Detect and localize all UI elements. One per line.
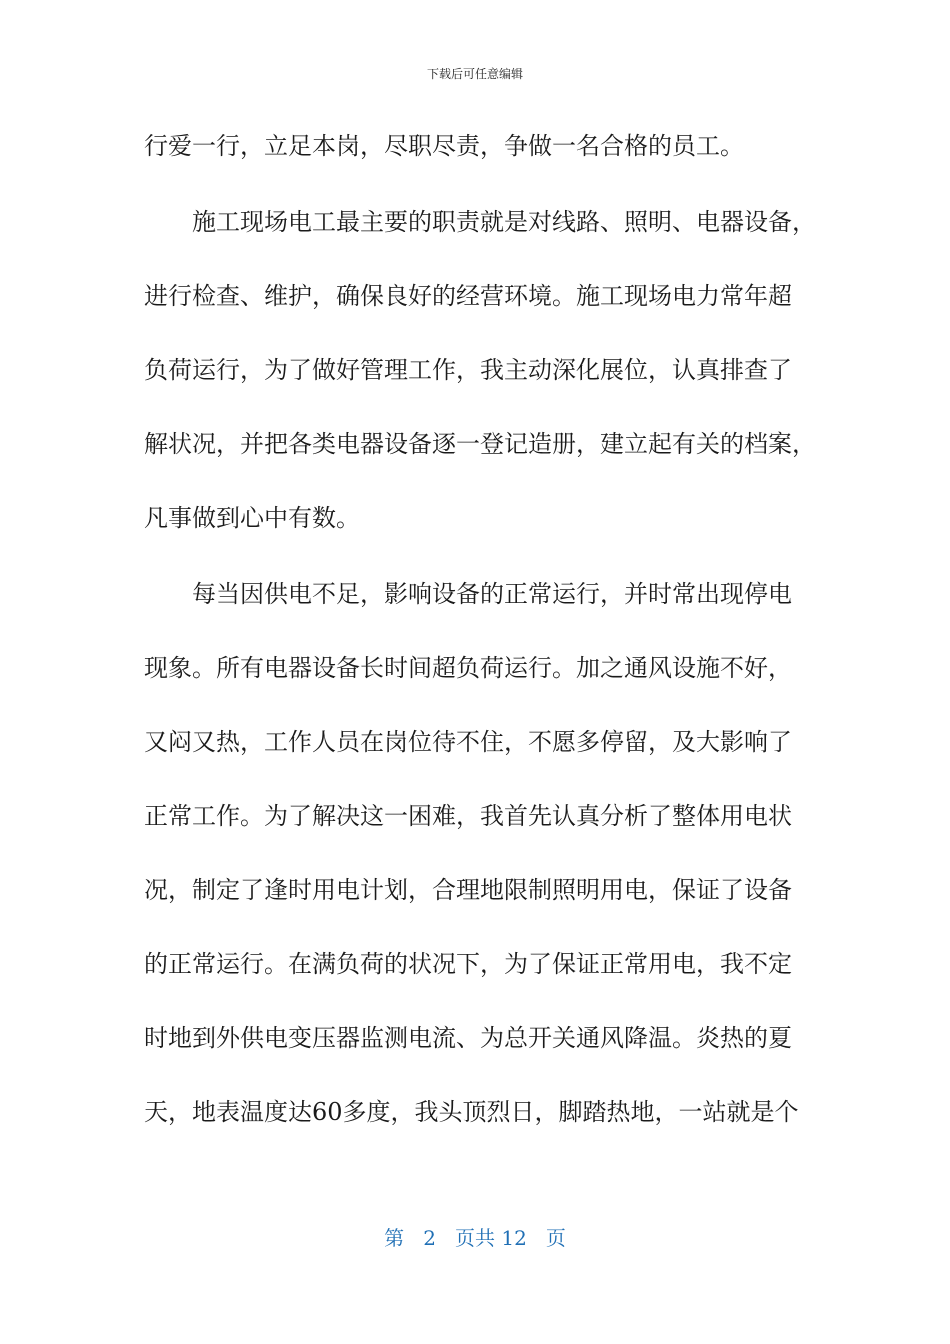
text-line: 行爱一行，立足本岗，尽职尽责，争做一名合格的员工。	[144, 132, 744, 160]
text-line: 的正常运行。在满负荷的状况下，为了保证正常用电，我不定	[144, 950, 792, 978]
footer-middle: 页共	[455, 1226, 495, 1250]
paragraph-start-line: 每当因供电不足，影响设备的正常运行，并时常出现停电	[192, 580, 792, 608]
text-line: 解状况，并把各类电器设备逐一登记造册，建立起有关的档案，	[144, 430, 816, 458]
text-line: 负荷运行，为了做好管理工作，我主动深化展位，认真排查了	[144, 356, 792, 384]
page-header-note: 下载后可任意编辑	[426, 67, 523, 81]
text-line: 进行检查、维护，确保良好的经营环境。施工现场电力常年超	[144, 282, 792, 310]
footer-prefix: 第	[384, 1226, 405, 1250]
text-line: 况，制定了逢时用电计划，合理地限制照明用电，保证了设备	[144, 876, 792, 904]
text-line: 正常工作。为了解决这一困难，我首先认真分析了整体用电状	[144, 802, 792, 830]
text-line: 又闷又热，工作人员在岗位待不住，不愿多停留，及大影响了	[144, 728, 792, 756]
text-line: 天，地表温度达60多度，我头顶烈日，脚踏热地，一站就是个	[144, 1098, 799, 1126]
paragraph-start-line: 施工现场电工最主要的职责就是对线路、照明、电器设备，	[192, 208, 816, 236]
text-line: 凡事做到心中有数。	[144, 504, 360, 532]
page-footer	[0, 1222, 950, 1254]
text-line: 时地到外供电变压器监测电流、为总开关通风降温。炎热的夏	[144, 1024, 792, 1052]
text-line: 现象。所有电器设备长时间超负荷运行。加之通风设施不好，	[144, 654, 792, 682]
footer-suffix: 页	[545, 1226, 566, 1250]
footer-total-pages: 12	[501, 1226, 527, 1250]
footer-current-page: 2	[423, 1226, 436, 1250]
